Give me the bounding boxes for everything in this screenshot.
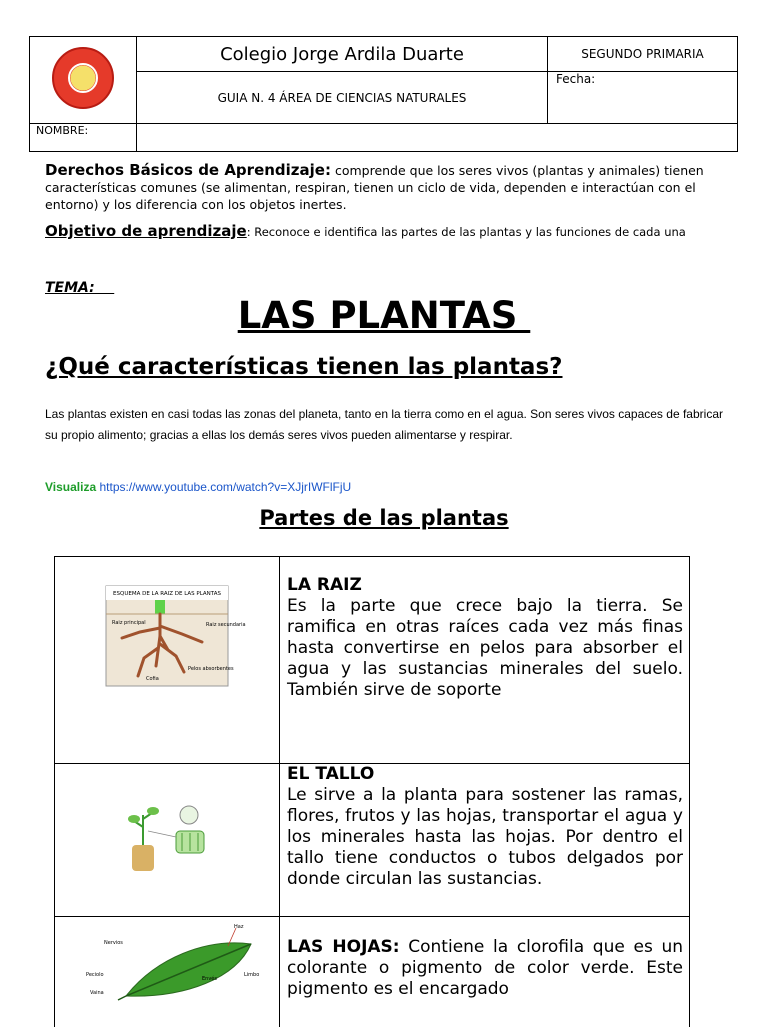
leaf-label-peciolo: Peciolo [86,972,104,978]
root-image-cell [55,557,280,764]
date-label: Fecha: [556,72,595,86]
objective-text: : Reconoce e identifica las partes de las plantas y las funciones de cada una [247,225,686,239]
leaf-image-cell [55,917,280,1027]
stem-pot [132,845,154,871]
root-diagram [56,558,278,746]
root-text-cell [280,557,690,764]
intro-paragraph: Las plantas existen en casi todas las zonas del planeta, tanto en la tierra como en el agua. Son seres vivos capaces de fabricar su propio alimento; gracias a ellas los demás seres vivos pueden alimentarse y respirar. [45,404,723,446]
name-field[interactable] [137,124,738,152]
school-logo-cell [30,37,137,124]
root-text: Es la parte que crece bajo la tierra. Se ramifica en otras raíces cada vez más finas hasta convertirse en pelos para absorber el agua y las sustancias minerales del suelo. También sirve de soporte [287,596,683,700]
leaf-label-enves: Envés [202,975,217,982]
guide-title: GUIA N. 4 ÁREA DE CIENCIAS NATURALES [137,72,548,124]
root-title: LA RAIZ [287,575,683,596]
dba-text: comprende que los seres vivos (plantas y animales) tienen características comunes (se alimentan, respiran, tienen un ciclo de vida, dependen e interactúan con el entorno) y los diferencia con los objetos inertes. [45,163,704,212]
video-label: Visualiza [45,480,96,494]
grade-label: SEGUNDO PRIMARIA [548,37,738,72]
stem-text-cell [280,764,690,917]
part-row-root [55,557,690,764]
leaf-label-limbo: Limbo [244,972,259,978]
leaf-text-cell [280,917,690,1027]
root-label-cap: Cofia [146,676,159,682]
video-line [45,480,351,494]
page-title-text: LAS PLANTAS [238,294,531,337]
leaf-label-haz: Haz [234,924,244,930]
stem-text: Le sirve a la planta para sostener las ramas, flores, frutos y las hojas, transportar el agua y los minerales hasta las hojas. Por dentro el tallo tiene conductos o tubos delgados por donde circulan las sustancias. [287,785,683,889]
stem-pointer [148,831,176,837]
root-label-hairs: Pelos absorbentes [188,666,234,672]
stem-zoom-circle [180,806,198,824]
topic-label: TEMA: [45,280,114,296]
stem-image-cell [55,764,280,917]
root-label-main: Raiz principal [112,620,146,626]
parts-heading-text: Partes de las plantas [259,506,508,530]
stem-diagram [56,765,278,911]
root-stem [155,600,165,614]
dba-label: Derechos Básicos de Aprendizaje: [45,161,331,179]
video-link[interactable]: https://www.youtube.com/watch?v=XJjrIWFlFjU [96,480,351,494]
leaf-title: LAS HOJAS: [287,937,400,957]
root-label-secondary: Raiz secundaria [206,622,246,628]
parts-table [54,556,690,1027]
question-heading: ¿Qué características tienen las plantas? [45,354,563,380]
date-field[interactable] [548,72,738,124]
objective-paragraph [45,224,725,239]
leaf-diagram [56,918,278,1008]
name-label: NOMBRE: [30,124,137,152]
stem-title: EL TALLO [287,764,683,785]
stem-leaf-left [128,815,140,823]
part-row-stem [55,764,690,917]
school-logo [52,47,114,109]
leaf-label-nervios: Nervios [104,940,123,946]
page-title [0,294,768,337]
dba-paragraph [45,162,725,213]
stem-leaf-right [147,807,159,815]
header-table [29,36,738,152]
school-name: Colegio Jorge Ardila Duarte [137,37,548,72]
objective-label: Objetivo de aprendizaje [45,222,247,240]
parts-heading [0,506,768,530]
leaf-text: Contiene la clorofila que es un colorante o pigmento de color verde. Este pigmento es el encargado [287,937,683,999]
root-diagram-title: ESQUEMA DE LA RAIZ DE LAS PLANTAS [113,591,221,597]
part-row-leaves [55,917,690,1027]
leaf-label-vaina: Vaina [90,990,104,996]
